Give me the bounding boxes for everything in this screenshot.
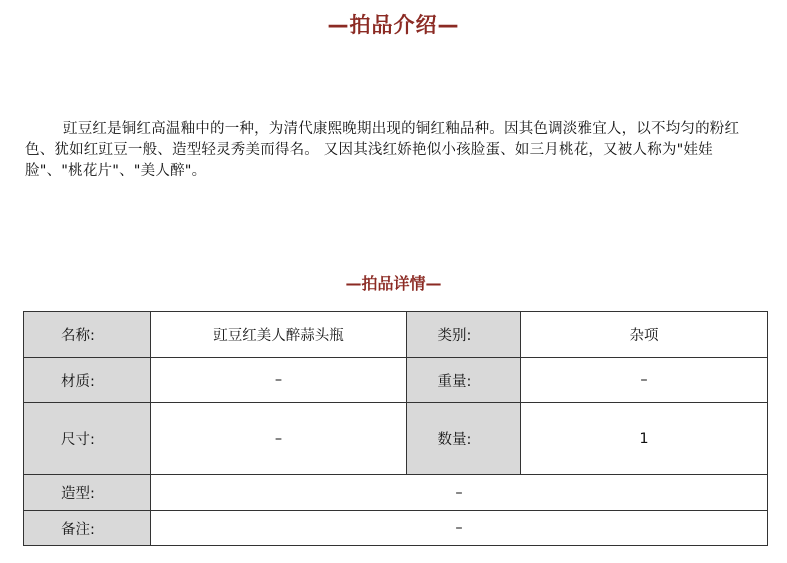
section-title-details: —拍品详情—	[345, 274, 442, 293]
label-cell	[24, 511, 151, 546]
quantity-label: 数量:	[437, 432, 472, 448]
intro-paragraph: 豇豆红是铜红高温釉中的一种，为清代康熙晚期出现的铜红釉品种。因其色调淡雅宜人，以不均匀的粉红色、犹如红豇豆一般、造型轻灵秀美而得名。 又因其浅红娇艳似小孩脸蛋、如三月桃花，又被人称为"娃娃脸"、"桃花片"、"美人醉"。	[25, 121, 740, 179]
table-row	[24, 475, 768, 511]
weight-label: 重量:	[437, 373, 472, 390]
table-row	[24, 403, 768, 475]
quantity-value: 1	[521, 403, 768, 475]
remarks-value: –	[151, 511, 768, 546]
table-row	[24, 358, 768, 403]
material-label: 材质:	[61, 373, 95, 390]
name-value: 豇豆红美人醉蒜头瓶	[151, 312, 407, 358]
label-cell	[407, 403, 521, 475]
details-table	[23, 311, 768, 546]
label-cell	[24, 358, 151, 403]
label-cell	[407, 358, 521, 403]
label-cell	[24, 312, 151, 358]
label-cell	[24, 475, 151, 511]
name-label: 名称:	[61, 328, 95, 344]
size-label: 尺寸:	[61, 432, 95, 448]
category-label: 类别:	[437, 328, 472, 344]
weight-value: –	[521, 358, 768, 403]
shape-value: –	[151, 475, 768, 511]
size-value: –	[151, 403, 407, 475]
section-title-intro: —拍品介绍—	[327, 13, 460, 37]
shape-label: 造型:	[61, 486, 95, 502]
category-value: 杂项	[521, 312, 768, 358]
material-value: –	[151, 358, 407, 403]
label-cell	[407, 312, 521, 358]
label-cell	[24, 403, 151, 475]
table-row	[24, 312, 768, 358]
remarks-label: 备注:	[61, 521, 95, 538]
table-row	[24, 511, 768, 546]
